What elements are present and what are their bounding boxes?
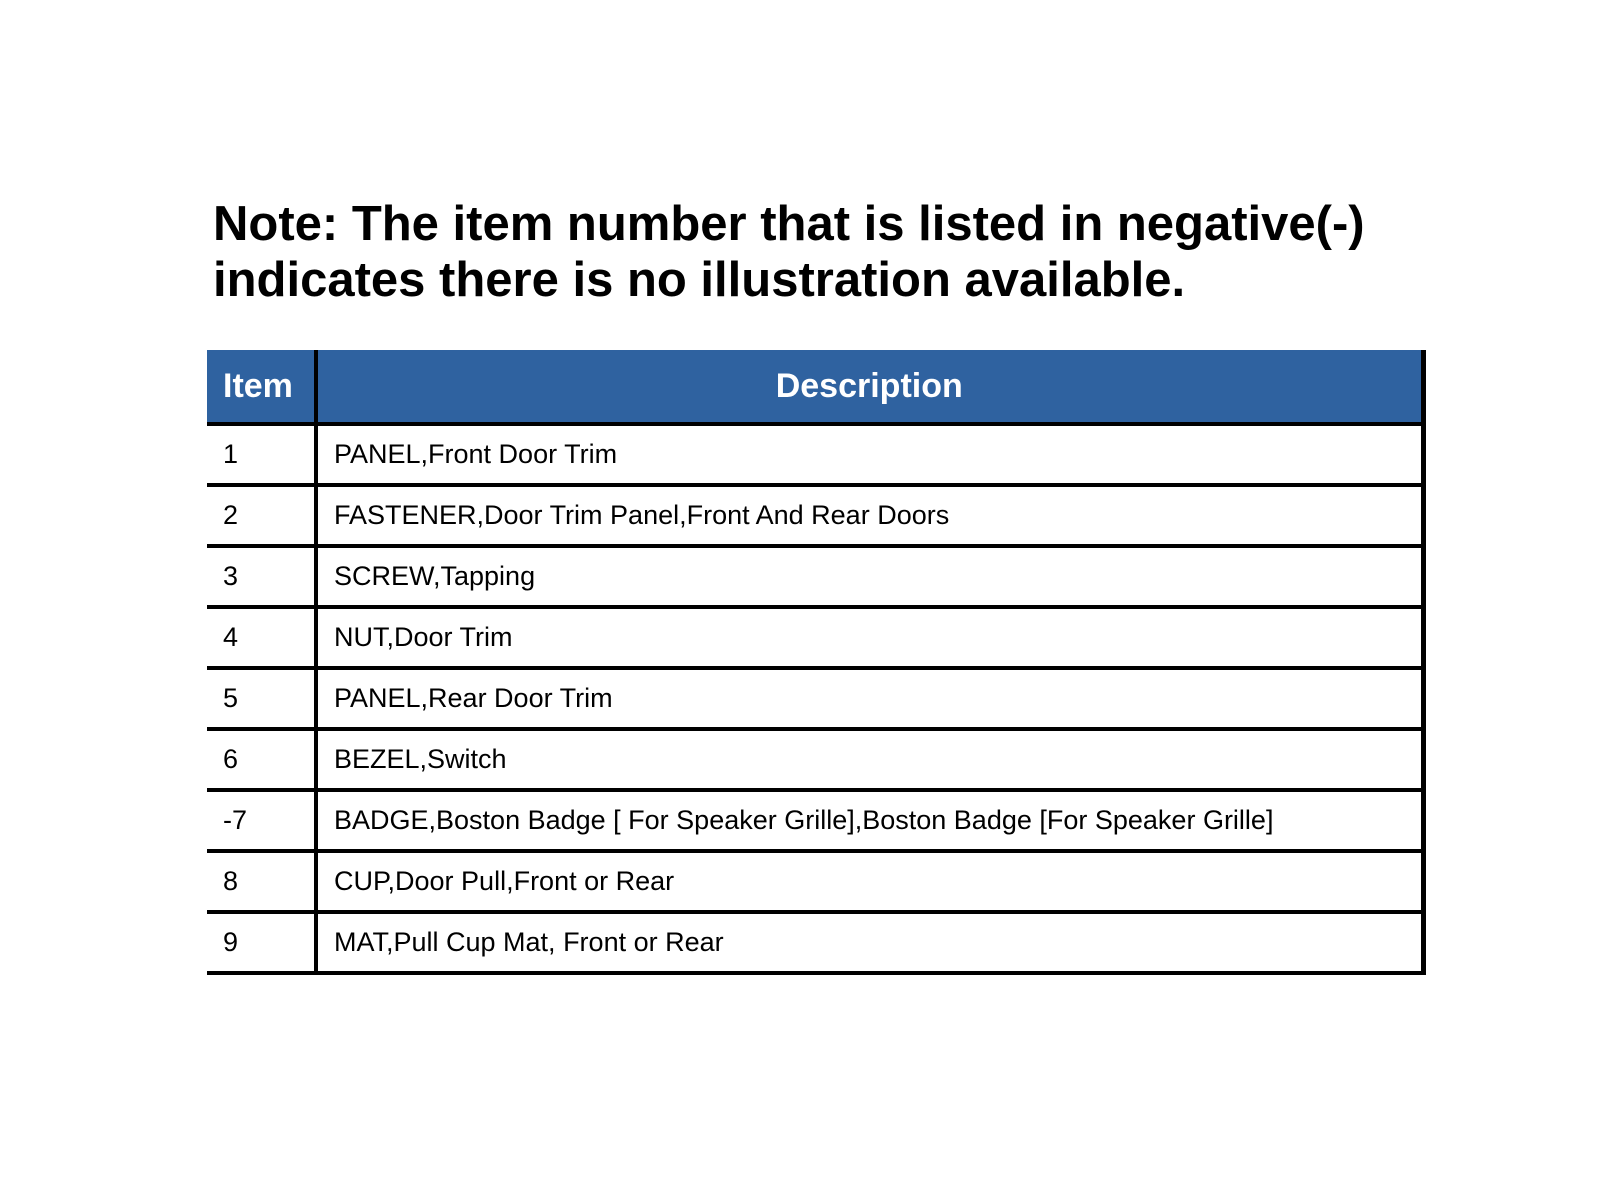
item-number: 3 [207,546,316,607]
table-row [207,607,1423,668]
item-description: CUP,Door Pull,Front or Rear [316,851,1423,912]
illustration-note: Note: The item number that is listed in negative(-) indicates there is no illustration available. [213,197,1365,307]
item-number: 9 [207,912,316,973]
item-column-header: Item [207,350,316,424]
item-number: 1 [207,424,316,485]
table-row [207,546,1423,607]
item-description: BADGE,Boston Badge [ For Speaker Grille],Boston Badge [For Speaker Grille] [316,790,1423,851]
table-row [207,790,1423,851]
table-header-row [207,350,1423,424]
table-row [207,729,1423,790]
item-description: PANEL,Front Door Trim [316,424,1423,485]
item-number: 8 [207,851,316,912]
table-row [207,851,1423,912]
item-number: -7 [207,790,316,851]
item-description: NUT,Door Trim [316,607,1423,668]
table-row [207,912,1423,973]
item-description: PANEL,Rear Door Trim [316,668,1423,729]
table-row [207,485,1423,546]
table-row [207,668,1423,729]
table-row [207,424,1423,485]
item-number: 6 [207,729,316,790]
item-description: SCREW,Tapping [316,546,1423,607]
parts-table [207,350,1426,975]
description-column-header: Description [316,350,1423,424]
item-description: MAT,Pull Cup Mat, Front or Rear [316,912,1423,973]
item-number: 2 [207,485,316,546]
item-number: 5 [207,668,316,729]
item-description: BEZEL,Switch [316,729,1423,790]
item-description: FASTENER,Door Trim Panel,Front And Rear Doors [316,485,1423,546]
item-number: 4 [207,607,316,668]
